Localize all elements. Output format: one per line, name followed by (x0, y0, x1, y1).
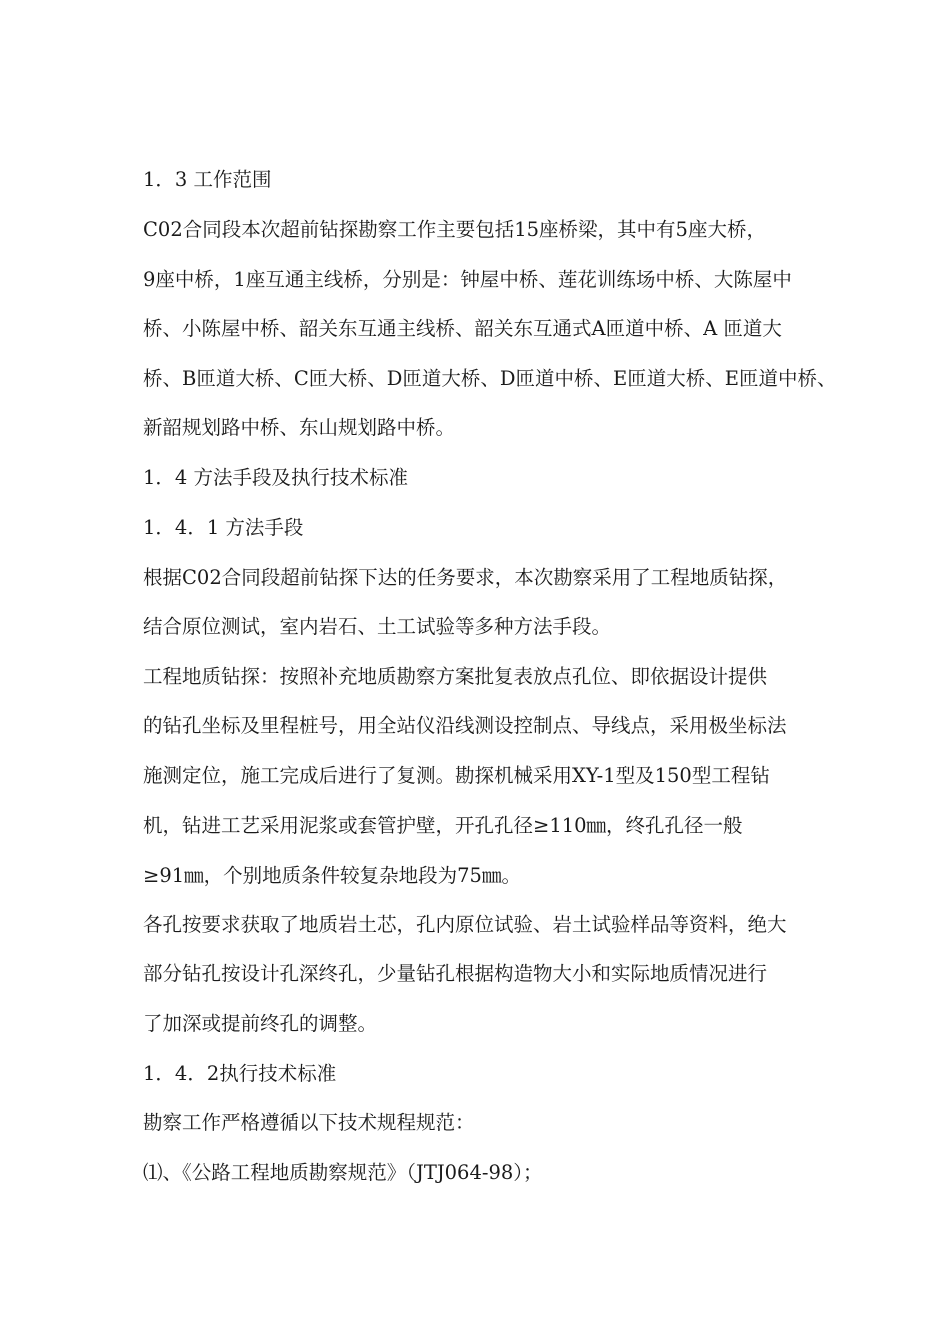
paragraph-line: 根据C02合同段超前钻探下达的任务要求，本次勘察采用了工程地质钻探， (143, 566, 788, 589)
list-item: ⑴、《公路工程地质勘察规范》（JTJ064-98）； (143, 1161, 543, 1184)
paragraph-line: 9座中桥，1座互通主线桥，分别是：钟屋中桥、莲花训练场中桥、大陈屋中 (143, 268, 792, 291)
paragraph-line: 新韶规划路中桥、东山规划路中桥。 (143, 416, 456, 439)
subsection-heading-1-4-2: 1．4．2执行技术标准 (143, 1062, 337, 1085)
paragraph-line: 结合原位测试，室内岩石、土工试验等多种方法手段。 (143, 615, 612, 638)
section-heading-1-4: 1．4 方法手段及执行技术标准 (143, 466, 409, 489)
subsection-heading-1-4-1: 1．4．1 方法手段 (143, 516, 304, 539)
paragraph-line: 勘察工作严格遵循以下技术规程规范： (143, 1111, 475, 1134)
paragraph-line: 桥、B匝道大桥、C匝大桥、D匝道大桥、D匝道中桥、E匝道大桥、E匝道中桥、 (143, 367, 837, 390)
paragraph-line: ≥91㎜，个别地质条件较复杂地段为75㎜。 (143, 864, 521, 887)
paragraph-line: 桥、小陈屋中桥、韶关东互通主线桥、韶关东互通式A匝道中桥、A 匝道大 (143, 317, 782, 340)
paragraph-line: 施测定位，施工完成后进行了复测。勘探机械采用XY-1型及150型工程钻 (143, 764, 770, 787)
paragraph-line: 的钻孔坐标及里程桩号，用全站仪沿线测设控制点、导线点，采用极坐标法 (143, 714, 787, 737)
paragraph-line: 各孔按要求获取了地质岩土芯，孔内原位试验、岩土试验样品等资料，绝大 (143, 913, 787, 936)
paragraph-line: 机，钻进工艺采用泥浆或套管护壁，开孔孔径≥110㎜，终孔孔径一般 (143, 814, 743, 837)
paragraph-line: C02合同段本次超前钻探勘察工作主要包括15座桥梁，其中有5座大桥， (143, 218, 766, 241)
paragraph-line: 工程地质钻探：按照补充地质勘察方案批复表放点孔位、即依据设计提供 (143, 665, 768, 688)
paragraph-line: 了加深或提前终孔的调整。 (143, 1012, 378, 1035)
paragraph-line: 部分钻孔按设计孔深终孔，少量钻孔根据构造物大小和实际地质情况进行 (143, 962, 768, 985)
section-heading-1-3: 1．3 工作范围 (143, 168, 272, 191)
